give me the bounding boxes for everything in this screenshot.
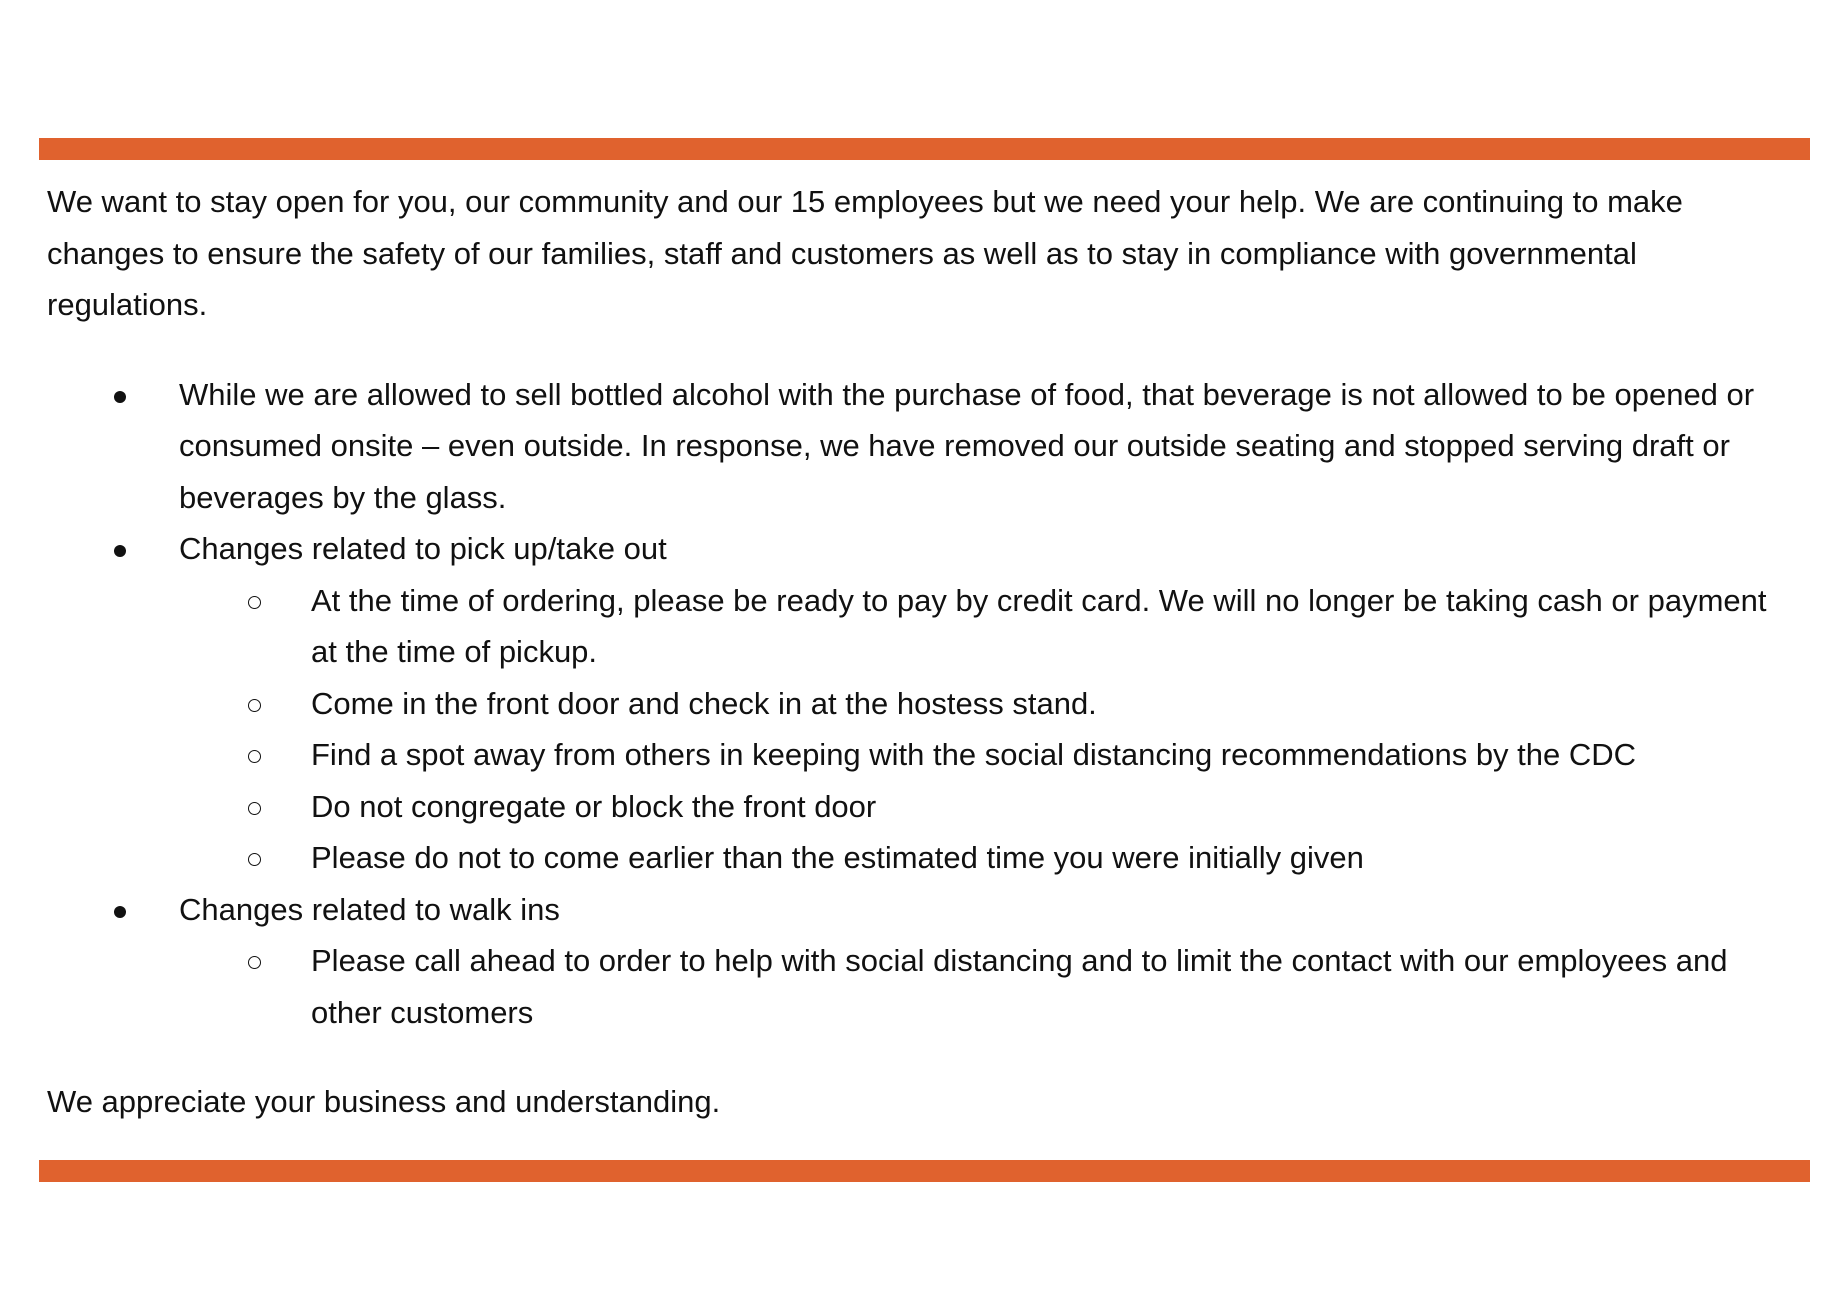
circle-bullet-icon: [248, 802, 261, 815]
bullet-dot-icon: [114, 906, 126, 918]
sub-list: [179, 575, 1787, 884]
sub-item-text: Find a spot away from others in keeping with the social distancing recommendations by the CDC: [311, 737, 1637, 772]
circle-bullet-icon: [248, 750, 261, 763]
circle-bullet-icon: [248, 596, 261, 609]
sub-item: [179, 832, 1787, 884]
bullet-dot-icon: [114, 391, 126, 403]
bullet-text: Changes related to pick up/take out: [179, 531, 667, 566]
circle-bullet-icon: [248, 853, 261, 866]
top-divider: [39, 138, 1810, 160]
sub-item: [179, 781, 1787, 833]
circle-bullet-icon: [248, 699, 261, 712]
notice-body: [47, 176, 1787, 1128]
sub-item-text: Do not congregate or block the front door: [311, 788, 877, 824]
bullet-item: [47, 884, 1787, 1039]
sub-item-text: At the time of ordering, please be ready to pay by credit card. We will no longer be taking cash or payment at the time of pickup.: [311, 582, 1767, 669]
bullet-list: [47, 369, 1787, 1039]
bullet-dot-icon: [114, 545, 126, 557]
intro-paragraph: We want to stay open for you, our community and our 15 employees but we need your help. We are continuing to make changes to ensure the safety of our families, staff and customers as well as to stay in compliance with governmental regulations.: [47, 184, 1683, 322]
sub-item-text: Please do not to come earlier than the estimated time you were initially given: [311, 840, 1364, 875]
sub-list: [179, 935, 1787, 1038]
bullet-item: [47, 523, 1787, 884]
bullet-item: [47, 369, 1787, 524]
bullet-text: Changes related to walk ins: [179, 891, 560, 927]
sub-item-text: Please call ahead to order to help with social distancing and to limit the contact with our employees and other customers: [311, 943, 1728, 1030]
closing-paragraph: We appreciate your business and understanding.: [47, 1084, 721, 1119]
bullet-text: While we are allowed to sell bottled alcohol with the purchase of food, that beverage is not allowed to be opened or consumed onsite – even outside. In response, we have removed our outside seating and stopped serving draft or beverages by the glass.: [179, 376, 1755, 515]
sub-item: [179, 678, 1787, 730]
sub-item: [179, 729, 1787, 781]
bottom-divider: [39, 1160, 1810, 1182]
sub-item-text: Come in the front door and check in at the hostess stand.: [311, 685, 1097, 721]
sub-item: [179, 575, 1787, 678]
sub-item: [179, 935, 1787, 1038]
circle-bullet-icon: [248, 956, 261, 969]
